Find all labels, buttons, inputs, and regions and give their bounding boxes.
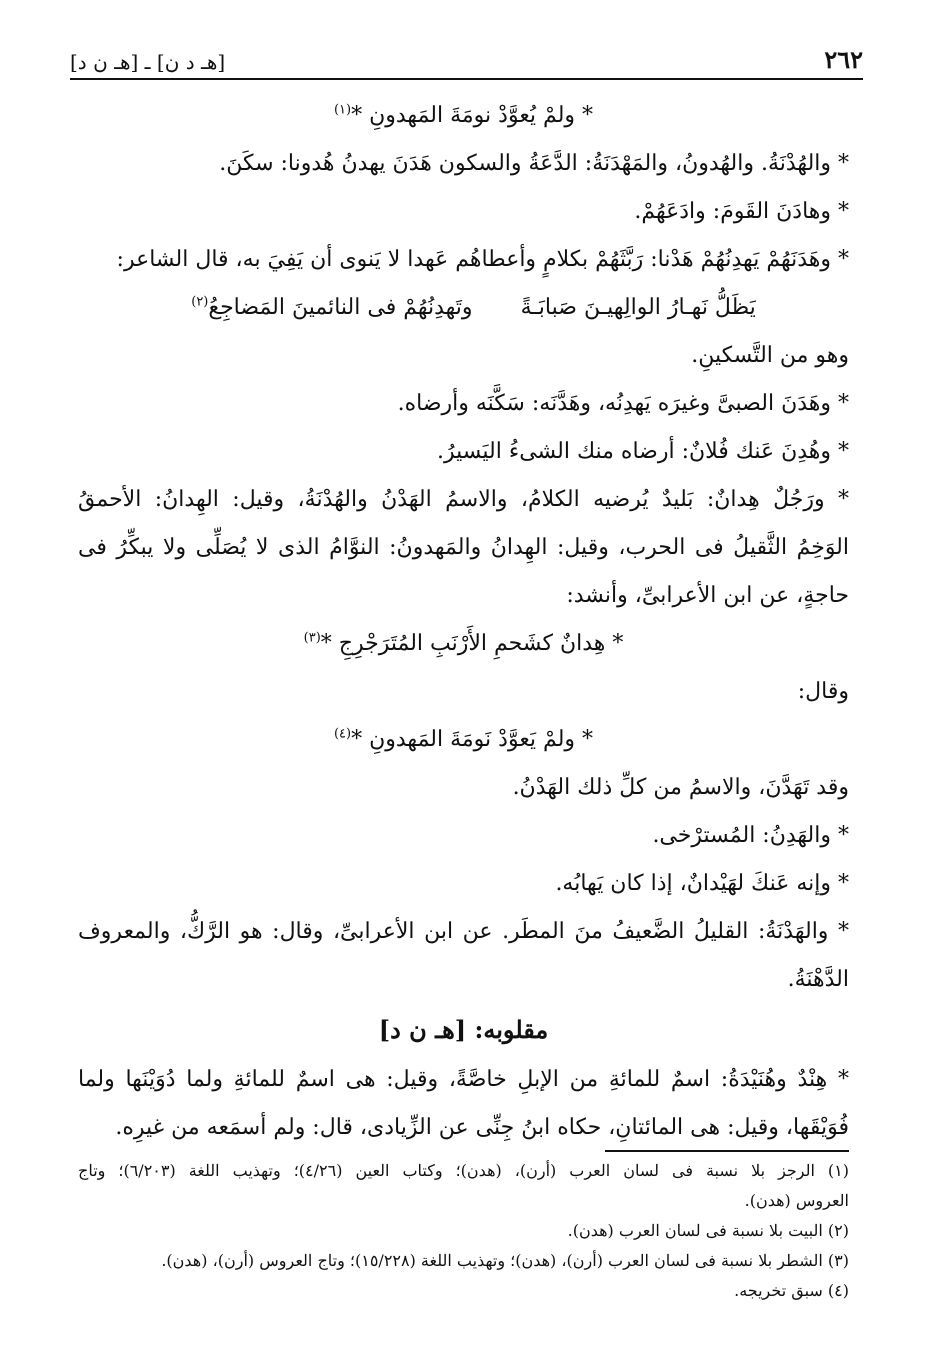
text-line: * والهَدِنُ: المُسترْخى. xyxy=(652,823,849,848)
text-line: * وهَدَنَهُمْ يَهدِنُهُمْ هَدْنا: رَبَّثَهُمْ بكلامٍ وأعطاهُم عَهدا لا يَنوى أن يَفِيَ به، قال الشاعر: xyxy=(116,247,849,272)
footnote-line: (٢) البيت بلا نسبة فى لسان العرب (هدن). xyxy=(567,1221,849,1240)
text-line: * هِنْدٌ وهُنَيْدَةُ: اسمٌ للمائةِ من الإبلِ خاصَّةً، وقيل: هى اسمٌ للمائةِ ولما دُوَيْنَها ولما xyxy=(78,1067,849,1092)
footnote-marker: (٣) xyxy=(303,630,321,646)
text-line: وقد تَهَدَّنَ، والاسمُ من كلِّ ذلك الهَدْنُ. xyxy=(512,775,849,800)
running-head xyxy=(70,40,863,80)
footnote-line: (٣) الشطر بلا نسبة فى لسان العرب (أرن)، (هدن)؛ وتهذيب اللغة (١٥/٢٢٨)؛ وتاج العروس (أرن)، (هدن). xyxy=(161,1251,849,1270)
footnote-marker: (٢) xyxy=(191,294,209,310)
text-line: فُوَيْقَها، وقيل: هى المائتانِ، حكاه ابنُ جِنِّى عن الزِّيادى، قال: ولم أسمَعه من غيرِه. xyxy=(115,1115,849,1140)
text-line: الدَّهْنَةُ. xyxy=(787,967,849,992)
verse-line xyxy=(78,716,849,764)
main-text xyxy=(78,92,849,1152)
text-line: * وهادَنَ القَومَ: وادَعَهُمْ. xyxy=(634,199,849,224)
verse-text: * ولمْ يُعوَّدْ نومَةَ المَهدونِ * xyxy=(351,103,594,128)
poem-hemistich-second-wrap xyxy=(191,284,472,332)
footnote-line: (٤) سبق تخريجه. xyxy=(734,1281,849,1300)
text-line: * والهُدْنَةُ. والهُدونُ، والمَهْدَنَةُ: الدَّعَةُ والسكون هَدَنَ يهدنُ هُدونا: سكَنَ. xyxy=(219,151,849,176)
text-line: * وهَدَنَ الصبىَّ وغيرَه يَهدِنُه، وهَدَّنَه: سَكَّنَه وأرضاه. xyxy=(397,391,849,416)
footnote-marker: (١) xyxy=(333,102,352,118)
footnote-divider xyxy=(605,1150,849,1152)
text-line: وهو من التَّسكينِ. xyxy=(691,343,849,368)
verse-line xyxy=(78,92,849,140)
verse-text: * ولمْ يَعوَّدْ نَومَةَ المَهدونِ * xyxy=(351,727,594,752)
text-line: * وإنه عَنكَ لهَيْدانٌ، إذا كان يَهابُه. xyxy=(555,871,849,896)
footnotes xyxy=(78,1156,849,1306)
text-line: * وهُدِنَ عَنك فُلانٌ: أرضاه منك الشىءُ اليَسيرُ. xyxy=(437,439,849,464)
footnote-marker: (٤) xyxy=(333,726,352,742)
text-line: * والهَدْنَةُ: القليلُ الضَّعيفُ منَ المطَر. عن ابن الأعرابىِّ، وقال: هو الرَّكُّ، والمعروف xyxy=(78,919,849,944)
text-line: الوَخِمُ الثَّقيلُ فى الحرب، وقيل: الهِدانُ والمَهدونُ: النوَّامُ الذى لا يُصَلِّى ولا يبكِّرُ فى xyxy=(78,535,849,560)
text-line: وقال: xyxy=(797,679,849,704)
text-line: * ورَجُلٌ هِدانٌ: بَليدٌ يُرضيه الكلامُ، والاسمُ الهَدْنُ والهُدْنَةُ، وقيل: الهِدانُ: الأحمقُ xyxy=(78,487,849,512)
poem-hemistich-first: يَظَلُّ نَهـارُ الوالِهيـنَ صَبابَـةً xyxy=(520,295,756,320)
text-line: حاجةٍ، عن ابن الأعرابىِّ، وأنشد: xyxy=(566,583,849,608)
poem-hemistich-second: وتَهدِنُهُمْ فى النائمينَ المَضاجِعُ xyxy=(208,295,473,320)
section-subheading: مقلوبه: [هـ ن د] xyxy=(378,1015,549,1044)
header-title: [هـ د ن] ـ [هـ ن د] xyxy=(70,50,226,74)
verse-text: * هِدانٌ كشَحمِ الأَرْنَبِ المُتَرَجْرِجِ * xyxy=(320,631,624,656)
page-number: ٢٦٢ xyxy=(824,45,863,74)
footnote-line: العروس (هدن). xyxy=(744,1191,849,1210)
verse-line xyxy=(78,620,849,668)
poem-couplet xyxy=(78,284,849,332)
footnote-line: (١) الرجز بلا نسبة فى لسان العرب (أرن)، (هدن)؛ وكتاب العين (٤/٢٦)؛ وتهذيب اللغة (٦/٢٠٣)؛ وتاج xyxy=(78,1161,849,1180)
